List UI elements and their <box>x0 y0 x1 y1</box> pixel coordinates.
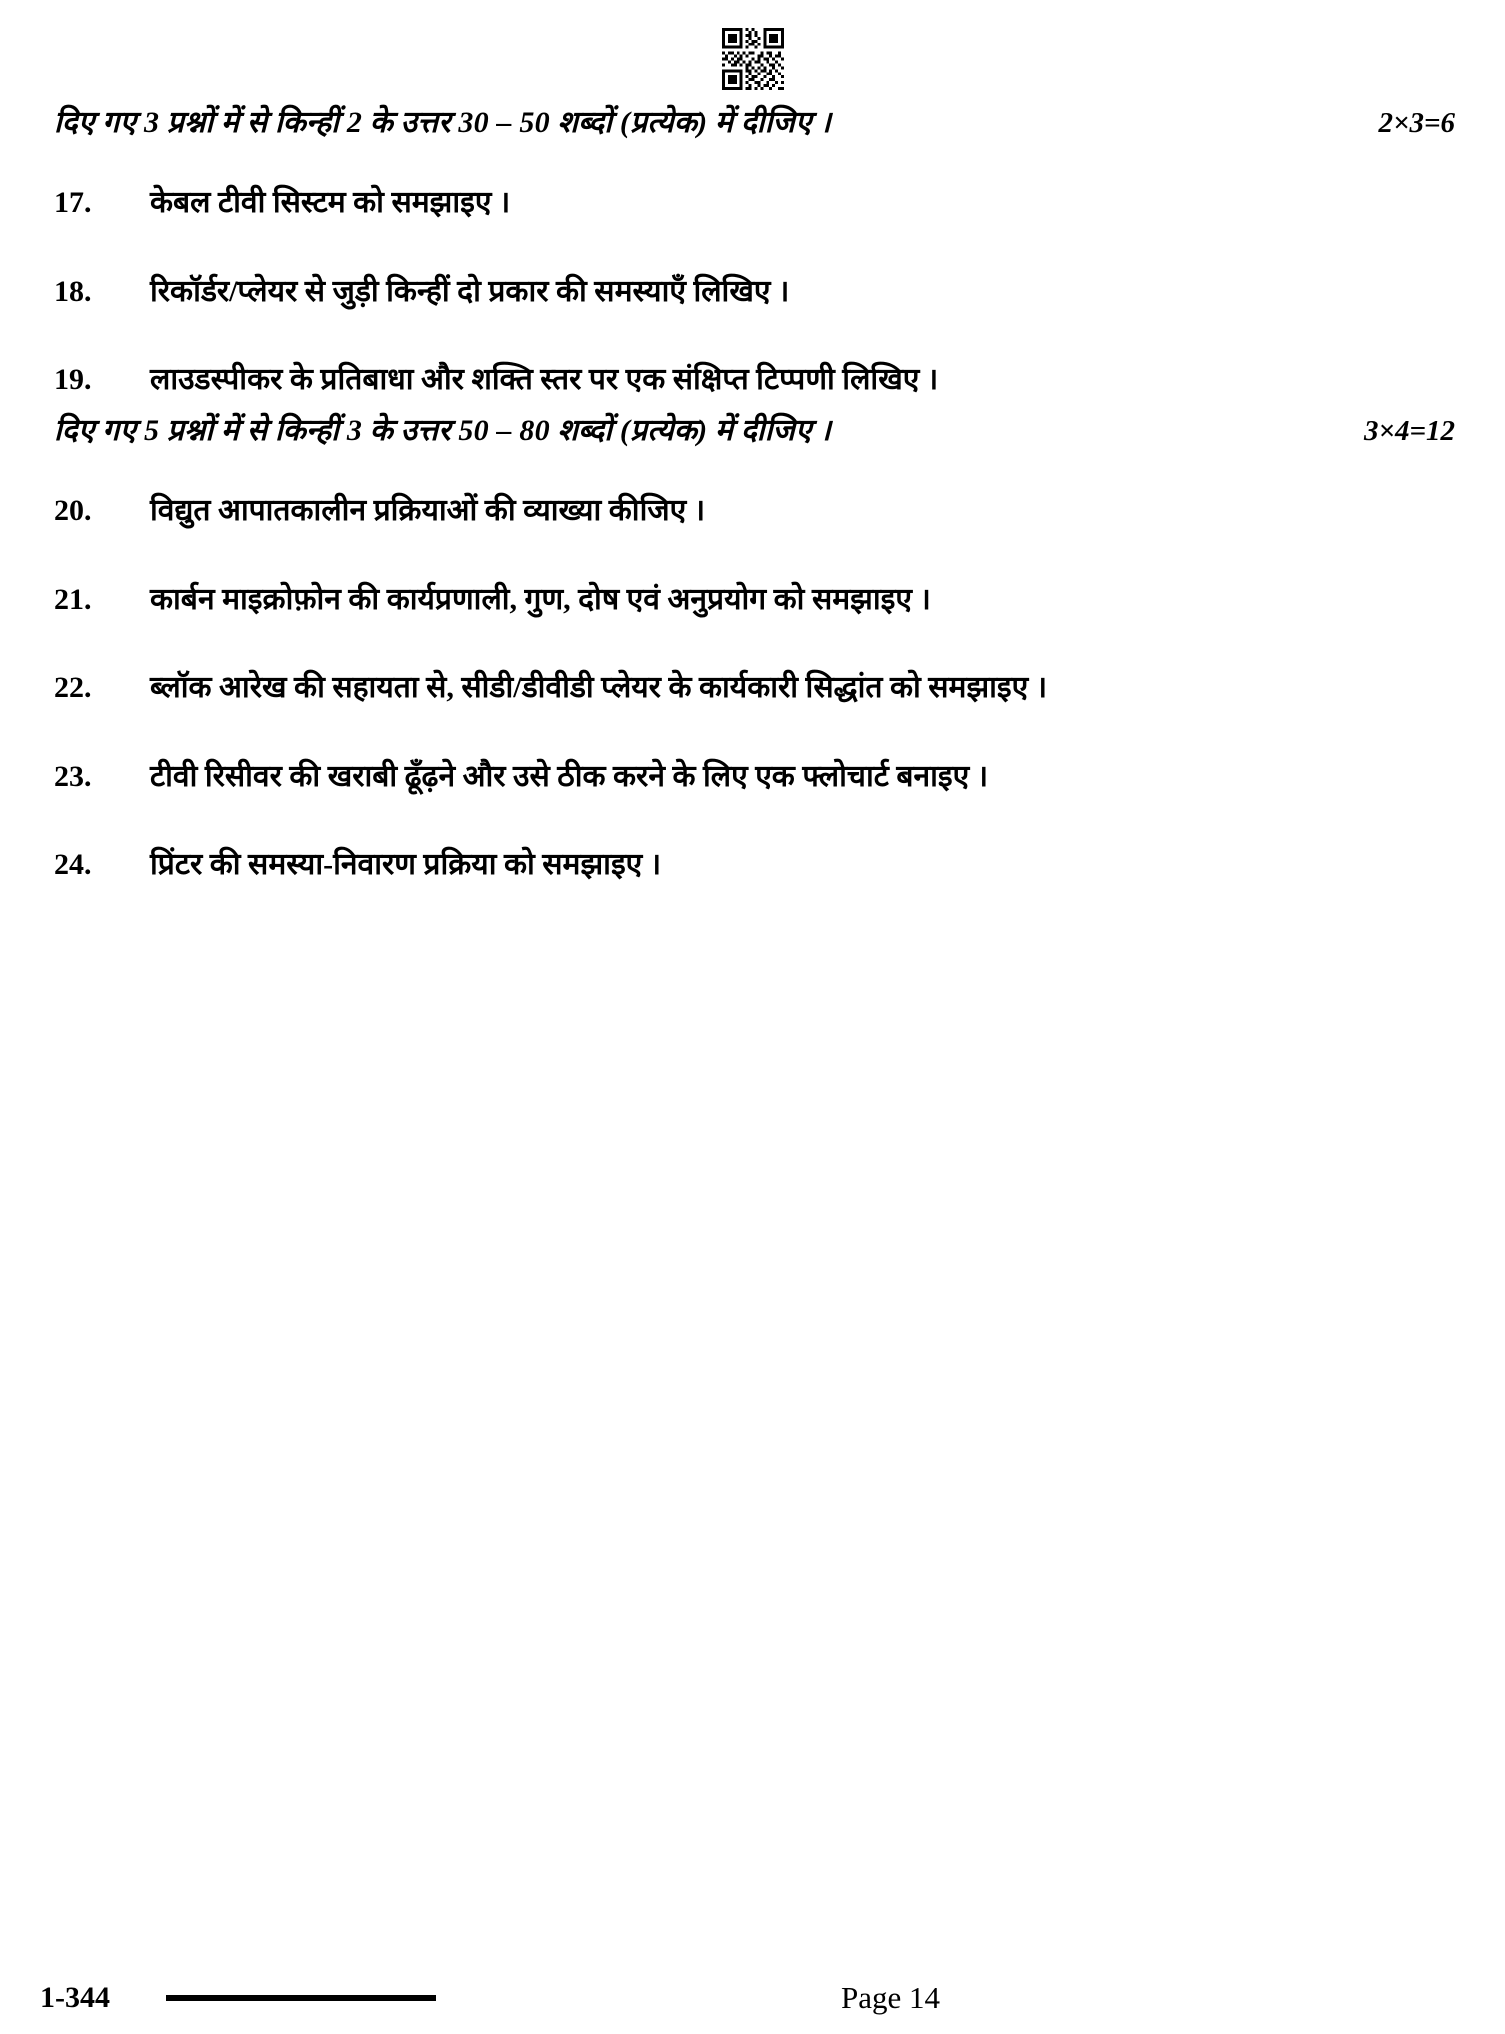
question-number: 18. <box>54 274 92 308</box>
section-instruction-text: दिए गए 3 प्रश्नों में से किन्हीं 2 के उत्तर 30 – 50 शब्दों (प्रत्येक) में दीजिए । <box>54 106 832 139</box>
question-number: 23. <box>54 759 92 793</box>
question-item <box>40 757 1465 798</box>
question-item <box>40 183 1465 224</box>
page-footer <box>40 1980 1465 2016</box>
footer-rule-line <box>166 1995 436 2001</box>
page-number-label: Page 14 <box>840 1980 940 2015</box>
qr-code-container <box>0 28 1505 90</box>
question-number: 22. <box>54 671 92 704</box>
footer-divider <box>166 1995 436 2001</box>
question-section-short-answer <box>40 100 1465 401</box>
question-text: रिकॉर्डर/प्लेयर से जुड़ी किन्हीं दो प्रकार की समस्याएँ लिखिए । <box>150 274 790 308</box>
question-list <box>40 183 1465 401</box>
qr-code-icon <box>722 28 784 90</box>
question-text: कार्बन माइक्रोफ़ोन की कार्यप्रणाली, गुण, दोष एवं अनुप्रयोग को समझाइए । <box>150 582 931 616</box>
question-text: टीवी रिसीवर की खराबी ढूँढ़ने और उसे ठीक करने के लिए एक फ्लोचार्ट बनाइए । <box>150 759 989 793</box>
section-instruction-row <box>40 408 1465 449</box>
question-item <box>40 360 1465 401</box>
question-item <box>40 668 1465 709</box>
question-number: 19. <box>54 363 92 396</box>
question-item <box>40 580 1465 621</box>
question-text: विद्युत आपातकालीन प्रक्रियाओं की व्याख्या कीजिए । <box>150 494 706 527</box>
question-item <box>40 272 1465 313</box>
question-text: ब्लॉक आरेख की सहायता से, सीडी/डीवीडी प्लेयर के कार्यकारी सिद्धांत को समझाइए । <box>150 671 1048 704</box>
question-number: 21. <box>54 582 92 616</box>
question-number: 24. <box>54 848 92 881</box>
question-section-long-answer <box>40 408 1465 886</box>
question-number: 20. <box>54 494 92 527</box>
question-text: केबल टीवी सिस्टम को समझाइए । <box>150 186 511 219</box>
section-instruction-row <box>40 100 1465 141</box>
section-marks-label: 2×3=6 <box>1378 107 1455 139</box>
question-item <box>40 845 1465 886</box>
paper-code: 1-344 <box>40 1981 110 2014</box>
question-item <box>40 491 1465 532</box>
section-instruction-text: दिए गए 5 प्रश्नों में से किन्हीं 3 के उत्तर 50 – 80 शब्दों (प्रत्येक) में दीजिए । <box>54 414 832 447</box>
question-text: लाउडस्पीकर के प्रतिबाधा और शक्ति स्तर पर एक संक्षिप्त टिप्पणी लिखिए । <box>150 363 939 396</box>
question-list <box>40 491 1465 886</box>
question-number: 17. <box>54 186 92 219</box>
section-marks-label: 3×4=12 <box>1363 415 1455 447</box>
question-text: प्रिंटर की समस्या-निवारण प्रक्रिया को समझाइए । <box>150 848 662 881</box>
